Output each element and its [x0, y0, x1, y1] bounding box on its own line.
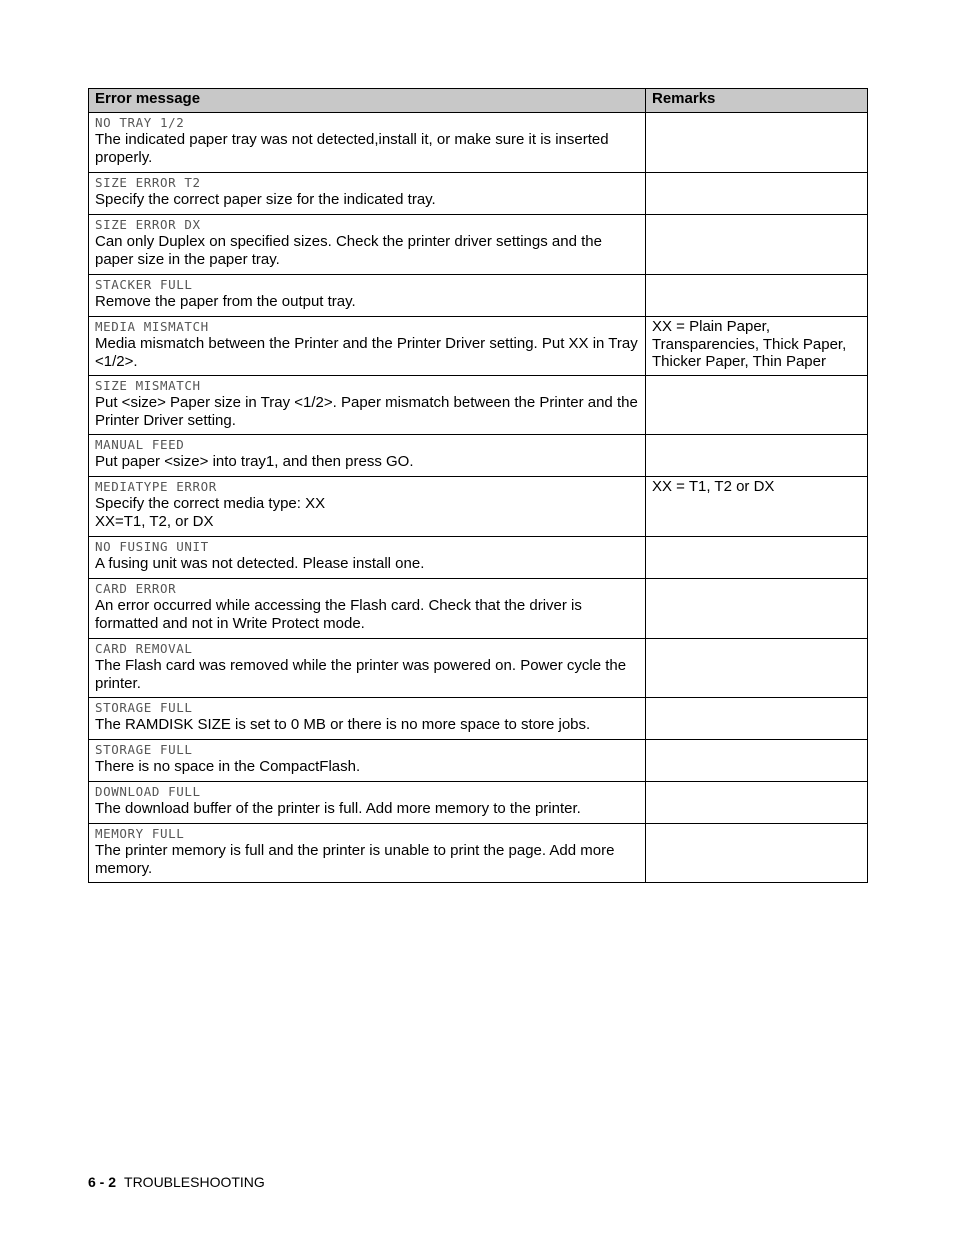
remark-text — [652, 579, 861, 580]
error-message-cell — [89, 740, 646, 782]
table-row — [89, 215, 868, 275]
remarks-cell — [646, 782, 868, 824]
error-description: The Flash card was removed while the printer was powered on. Power cycle the printer. — [95, 657, 627, 692]
table-row — [89, 537, 868, 579]
error-message-cell — [89, 639, 646, 698]
remarks-cell — [646, 435, 868, 477]
remarks-cell — [646, 639, 868, 698]
error-code: STORAGE FULL — [95, 742, 193, 757]
error-code: SIZE ERROR T2 — [95, 175, 201, 190]
error-code: DOWNLOAD FULL — [95, 784, 201, 799]
column-header-remarks: Remarks — [646, 89, 868, 113]
remarks-cell — [646, 275, 868, 317]
error-message-cell — [89, 275, 646, 317]
error-message-cell — [89, 113, 646, 173]
table-row — [89, 639, 868, 698]
table-row — [89, 376, 868, 435]
remarks-cell — [646, 173, 868, 215]
error-description: The download buffer of the printer is full. Add more memory to the printer. — [95, 800, 581, 817]
error-code: MEDIATYPE ERROR — [95, 479, 217, 494]
error-code: SIZE ERROR DX — [95, 217, 201, 232]
error-message-cell — [89, 477, 646, 537]
remarks-cell — [646, 215, 868, 275]
error-code: SIZE MISMATCH — [95, 378, 201, 393]
error-description: There is no space in the CompactFlash. — [95, 758, 361, 775]
error-description: The printer memory is full and the printer is unable to print the page. Add more memory. — [95, 842, 615, 877]
error-message-cell — [89, 698, 646, 740]
remarks-cell — [646, 317, 868, 376]
error-message-cell — [89, 782, 646, 824]
error-message-cell — [89, 215, 646, 275]
remark-text: XX = Plain Paper, Transparencies, Thick Paper, Thicker Paper, Thin Paper — [652, 318, 847, 370]
remark-text — [652, 113, 861, 114]
remark-text — [652, 740, 861, 741]
table-row — [89, 113, 868, 173]
error-message-cell — [89, 537, 646, 579]
error-description: Put paper <size> into tray1, and then press GO. — [95, 453, 414, 470]
error-description: Can only Duplex on specified sizes. Check the printer driver settings and the paper size in the paper tray. — [95, 233, 602, 268]
error-description: A fusing unit was not detected. Please install one. — [95, 555, 425, 572]
error-description: The RAMDISK SIZE is set to 0 MB or there is no more space to store jobs. — [95, 716, 591, 733]
remarks-cell — [646, 376, 868, 435]
remark-text — [652, 275, 861, 276]
table-row — [89, 317, 868, 376]
error-code: MANUAL FEED — [95, 437, 185, 452]
error-description: Remove the paper from the output tray. — [95, 293, 356, 310]
remark-text — [652, 537, 861, 538]
error-code: CARD ERROR — [95, 581, 177, 596]
table-row — [89, 579, 868, 639]
remarks-cell — [646, 740, 868, 782]
error-code: STACKER FULL — [95, 277, 193, 292]
remark-text — [652, 698, 861, 699]
error-description: Media mismatch between the Printer and the Printer Driver setting. Put XX in Tray <1/2>. — [95, 335, 638, 370]
remark-text — [652, 824, 861, 825]
table-row — [89, 275, 868, 317]
remark-text — [652, 435, 861, 436]
error-message-cell — [89, 579, 646, 639]
table-row — [89, 698, 868, 740]
error-code: MEDIA MISMATCH — [95, 319, 209, 334]
table-row — [89, 740, 868, 782]
error-code: NO TRAY 1/2 — [95, 115, 185, 130]
error-message-cell — [89, 435, 646, 477]
remarks-cell — [646, 477, 868, 537]
error-code: STORAGE FULL — [95, 700, 193, 715]
page-footer — [88, 1174, 265, 1190]
error-description: Specify the correct paper size for the indicated tray. — [95, 191, 436, 208]
error-message-table — [88, 88, 868, 883]
remarks-cell — [646, 698, 868, 740]
remark-text — [652, 215, 861, 216]
error-message-cell — [89, 376, 646, 435]
error-description: Put <size> Paper size in Tray <1/2>. Paper mismatch between the Printer and the Printer Driver setting. — [95, 394, 638, 429]
error-message-cell — [89, 317, 646, 376]
remarks-cell — [646, 579, 868, 639]
error-description: An error occurred while accessing the Flash card. Check that the driver is formatted and not in Write Protect mode. — [95, 597, 582, 632]
table-body — [89, 113, 868, 883]
remark-text — [652, 376, 861, 377]
table-row — [89, 173, 868, 215]
remarks-cell — [646, 113, 868, 173]
error-description: Specify the correct media type: XX XX=T1, T2, or DX — [95, 495, 326, 530]
table-row — [89, 782, 868, 824]
error-code: MEMORY FULL — [95, 826, 185, 841]
remarks-cell — [646, 824, 868, 883]
table-row — [89, 477, 868, 537]
remark-text: XX = T1, T2 or DX — [652, 478, 775, 495]
error-code: NO FUSING UNIT — [95, 539, 209, 554]
remark-text — [652, 639, 861, 640]
error-description: The indicated paper tray was not detected,install it, or make sure it is inserted properly. — [95, 131, 609, 166]
section-title: TROUBLESHOOTING — [124, 1174, 265, 1190]
error-code: CARD REMOVAL — [95, 641, 193, 656]
error-message-cell — [89, 173, 646, 215]
table-header-row — [89, 89, 868, 113]
column-header-error-message: Error message — [89, 89, 646, 113]
table-row — [89, 435, 868, 477]
table-row — [89, 824, 868, 883]
remark-text — [652, 173, 861, 174]
remark-text — [652, 782, 861, 783]
remarks-cell — [646, 537, 868, 579]
page-number: 6 - 2 — [88, 1174, 117, 1190]
error-message-cell — [89, 824, 646, 883]
